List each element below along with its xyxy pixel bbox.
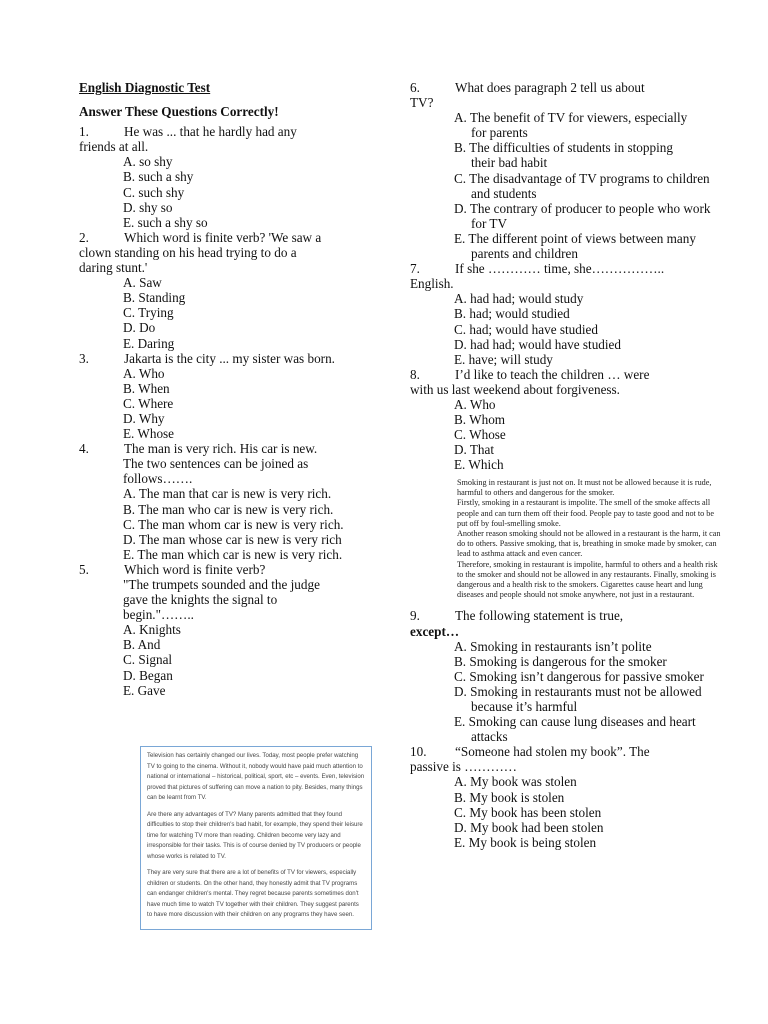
question-text: The two sentences can be joined as [123,456,309,472]
option-e[interactable]: E. Which [454,457,504,473]
option-a[interactable]: A. Knights [123,622,181,638]
question-number: 8. [410,366,420,382]
option-e[interactable]: E. Whose [123,426,175,442]
question-text: follows……. [123,471,193,487]
question-text: If she ………… time, she…………….. [455,261,665,277]
option-c[interactable]: C. Smoking isn’t dangerous for passive smoker [454,668,704,684]
option-a[interactable]: A. Saw [123,275,162,291]
option-e[interactable]: E. have; will study [454,351,553,367]
question-text: What does paragraph 2 tell us about [455,80,645,95]
option-d[interactable]: D. Why [123,410,165,426]
question-stem [79,441,379,456]
option-d[interactable]: D. had had; would have studied [454,336,622,352]
question-text: Which word is finite verb? [124,561,266,577]
option-c[interactable]: C. The man whom car is new is very rich. [123,516,344,532]
tv-passage-image [140,746,372,930]
question-1 [79,124,379,230]
page-subtitle: Answer These Questions Correctly! [79,104,279,120]
question-text: He was ... that he hardly had any [124,124,297,140]
option-a[interactable]: A. Who [123,365,165,381]
question-stem [410,80,710,95]
options-list [410,774,710,849]
question-number: 6. [410,80,420,95]
passage-paragraph: Smoking in restaurant is just not on. It must not be allowed because it is rude, harmful to others and dangerous for the smoker. [457,478,712,498]
option-e[interactable]: E. Gave [123,682,166,698]
options-list [410,638,704,745]
question-6 [410,80,710,261]
question-stem [79,124,379,139]
question-stem [79,230,379,245]
question-text: friends at all. [79,139,149,155]
option-d[interactable]: D. That [454,442,495,458]
question-stem [79,351,379,366]
question-text: "The trumpets sounded and the judge gave the knights the signal to begin."…….. [123,577,320,623]
options-list [410,110,711,262]
option-e[interactable]: E. Smoking can cause lung diseases and heart attacks [454,714,696,745]
question-4 [79,441,379,562]
option-c[interactable]: C. such shy [123,184,185,200]
question-text: Which word is finite verb? 'We saw a [124,229,322,245]
options-list [79,486,363,561]
question-text: The man is very rich. His car is new. [124,441,318,457]
question-text: Jakarta is the city ... my sister was born. [124,350,335,366]
passage-paragraph: Firstly, smoking in a restaurant is impolite. The smell of the smoke affects all people and can turn them off their food. People pay to taste good and not to be put off by foul-smelling smoke. [457,498,715,528]
question-stem [410,367,710,382]
options-list [79,622,379,697]
question-2 [79,230,379,351]
option-a[interactable]: A. The benefit of TV for viewers, especially for parents [454,110,688,141]
option-d[interactable]: D. Began [123,667,173,683]
option-d[interactable]: D. The man whose car is new is very rich [123,531,342,547]
option-d[interactable]: D. My book had been stolen [454,819,604,835]
option-e[interactable]: E. such a shy so [123,214,208,230]
option-a[interactable]: A. so shy [123,154,173,170]
question-number: 1. [79,124,89,140]
option-c[interactable]: C. Whose [454,427,506,443]
smoking-passage-image [457,478,723,600]
option-b[interactable]: B. My book is stolen [454,789,565,805]
option-a[interactable]: A. Who [454,396,496,412]
passage-paragraph: Another reason smoking should not be allowed in a restaurant is the harm, it can do to others. Passive smoking, that is, breathing in smoke made by smoker, can lead to asthma attack and even cancer. [457,529,721,559]
option-d[interactable]: D. shy so [123,199,173,215]
option-b[interactable]: B. When [123,380,170,396]
option-b[interactable]: B. such a shy [123,169,194,185]
options-list [79,366,379,441]
option-e[interactable]: E. The man which car is new is very rich. [123,546,343,562]
option-e[interactable]: E. My book is being stolen [454,834,597,850]
option-c[interactable]: C. The disadvantage of TV programs to children and students [454,170,710,201]
question-stem [410,608,710,623]
right-column [410,80,710,850]
question-text: TV? [410,95,434,111]
question-text: daring stunt.' [79,260,148,276]
question-number: 3. [79,350,89,366]
question-7 [410,261,710,367]
option-c[interactable]: C. had; would have studied [454,321,598,337]
question-number: 5. [79,561,89,577]
question-text: passive is ………… [410,759,517,775]
option-b[interactable]: B. And [123,637,161,653]
left-column [79,80,379,698]
question-number: 9. [410,608,420,624]
option-e[interactable]: E. Daring [123,335,175,351]
option-d[interactable]: D. Smoking in restaurants must not be allowed because it’s harmful [454,683,702,714]
option-a[interactable]: A. The man that car is new is very rich. [123,486,332,502]
option-c[interactable]: C. Where [123,395,174,411]
options-list [410,397,710,472]
question-number: 2. [79,229,89,245]
option-c[interactable]: C. My book has been stolen [454,804,602,820]
question-10 [410,744,710,850]
option-a[interactable]: A. Smoking in restaurants isn’t polite [454,638,652,654]
option-b[interactable]: B. The man who car is new is very rich. [123,501,334,517]
question-stem [410,261,710,276]
passage-paragraph: Therefore, smoking in restaurant is impolite, harmful to others and a health risk to the smoker and should not be allowed in any restaurants. Finally, smoking is dangerous and a health risk to the smokers. Cigarettes cause heart and lung diseases and people should not smoke anywhere, not just in a restaurant. [457,559,718,600]
option-d[interactable]: D. The contrary of producer to people who work for TV [454,200,711,231]
option-b[interactable]: B. had; would studied [454,306,570,322]
question-text: The following statement is true, [455,608,624,624]
passage-paragraph: Are there any advantages of TV? Many parents admitted that they found difficulties to stop their children's bad habit, for example, they spend their leisure time for watching TV more than reading. Children become very lazy and irresponsible for their tasks. This is of course denied by TV producers or people whose works is related to TV. [147,810,363,860]
question-text: clown standing on his head trying to do a [79,244,297,260]
option-a[interactable]: A. had had; would study [454,291,584,307]
option-a[interactable]: A. My book was stolen [454,774,577,790]
question-text: “Someone had stolen my book”. The [455,744,650,760]
passage-paragraph: Television has certainly changed our lives. Today, most people prefer watching TV to going to the cinema. Without it, nobody would have paid much attention to national or international – historical, political, sport, etc – events. Even, television proved that pictures of suffering can move a nation to pity. Besides, many things can be learnt from TV. [147,752,365,801]
question-8 [410,367,710,473]
question-number: 7. [410,261,420,277]
question-3 [79,351,379,442]
option-b[interactable]: B. Standing [123,290,186,306]
option-c[interactable]: C. Trying [123,305,174,321]
options-list [410,291,710,366]
option-b[interactable]: B. Whom [454,412,506,428]
question-stem [410,744,710,759]
question-9 [410,608,710,744]
passage-paragraph: They are very sure that there are a lot of benefits of TV for viewers, especially children or students. On the other hand, they honestly admit that TV programs can endanger children's mental. They regret because parents sometimes don't have much time to watch TV together with their children. They suggest parents to have more discussion with their children on any programs they have seen. [147,869,359,918]
option-b[interactable]: B. Smoking is dangerous for the smoker [454,653,667,669]
question-number: 4. [79,441,89,457]
question-number: 10. [410,744,427,760]
option-c[interactable]: C. Signal [123,652,173,668]
question-text: with us last weekend about forgiveness. [410,381,620,397]
option-d[interactable]: D. Do [123,320,156,336]
page-title: English Diagnostic Test [79,80,211,95]
question-text: I’d like to teach the children … were [455,366,650,382]
options-list [79,154,379,229]
options-list [79,275,379,350]
question-5 [79,562,379,698]
question-stem [79,562,379,577]
question-text: except… [410,623,460,639]
option-e[interactable]: E. The different point of views between many parents and children [454,230,696,262]
question-text: English. [410,276,454,292]
option-b[interactable]: B. The difficulties of students in stopping their bad habit [454,140,673,171]
